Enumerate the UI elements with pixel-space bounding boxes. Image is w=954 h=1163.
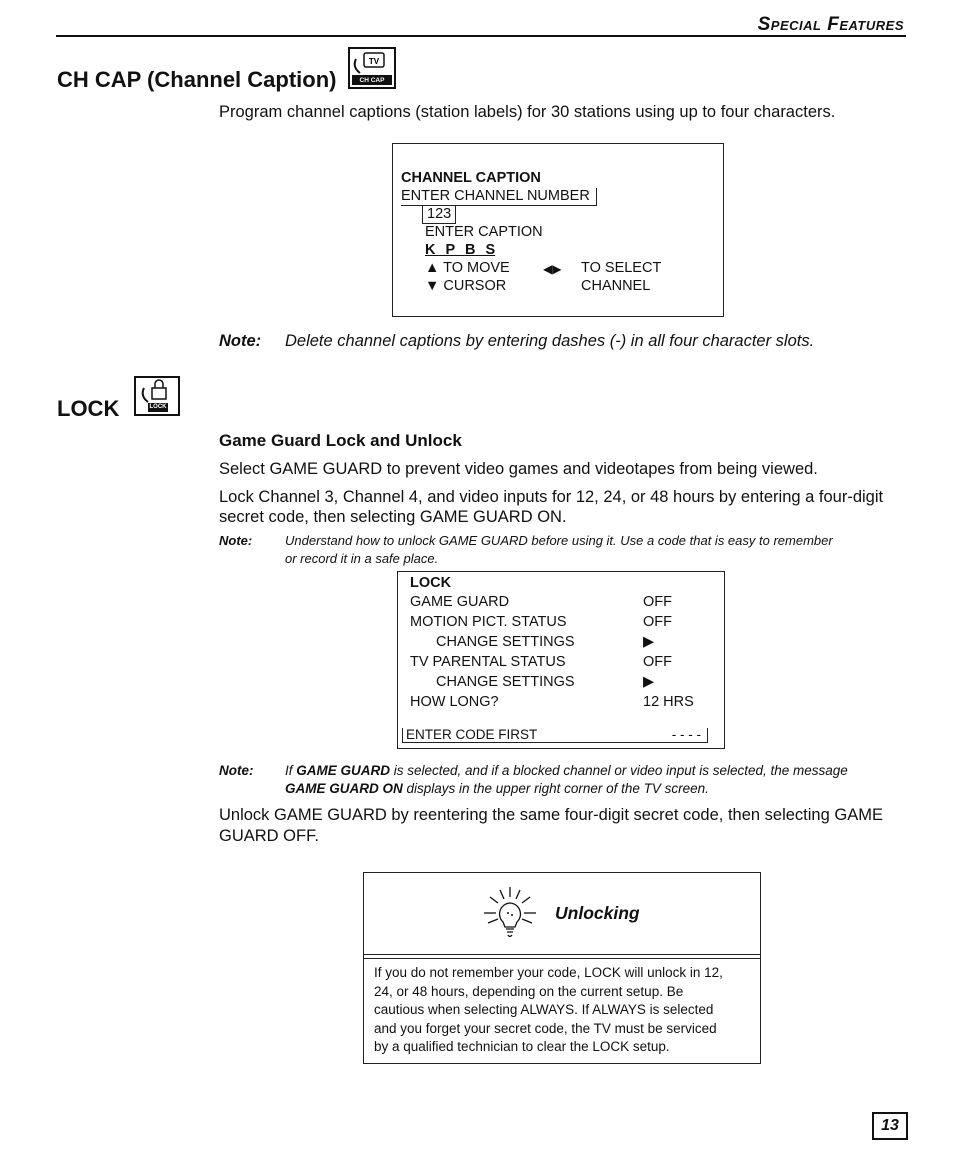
lock-para3-line2: GUARD OFF.: [219, 827, 319, 845]
lock-note2-line2: [285, 781, 709, 796]
ch-cap-note-label: Note:: [219, 332, 262, 350]
ch-cap-note-text: Delete channel captions by entering dashes (-) in all four character slots.: [285, 332, 815, 350]
note2-bold: GAME GUARD: [296, 763, 391, 778]
lock-setting-label: CHANGE SETTINGS: [436, 674, 575, 690]
lightbulb-icon: [480, 885, 540, 943]
select-hint-line1: TO SELECT: [581, 260, 662, 276]
tip-divider: [364, 958, 760, 959]
note2-bold: GAME GUARD ON: [285, 781, 403, 796]
unlocking-tip-box: [363, 872, 761, 1064]
tip-divider: [364, 954, 760, 955]
lock-setting-label: HOW LONG?: [410, 694, 499, 710]
lock-screen: [397, 571, 725, 749]
enter-code-field: [402, 728, 708, 743]
lock-setting-value: ▶: [643, 634, 655, 650]
lock-setting-value: OFF: [643, 654, 672, 670]
ch-cap-intro: Program channel captions (station labels) for 30 stations using up to four characters.: [219, 103, 836, 121]
enter-code-placeholder: - - - -: [671, 727, 701, 742]
caption-characters: [425, 242, 495, 258]
lock-note2-label: Note:: [219, 763, 254, 778]
lock-note1-label: Note:: [219, 533, 253, 548]
tip-line: cautious when selecting ALWAYS. If ALWAYS is selected: [374, 1002, 714, 1017]
tip-title: Unlocking: [555, 903, 640, 923]
enter-channel-label: ENTER CHANNEL NUMBER: [401, 188, 597, 206]
lock-setting-value: 12 HRS: [643, 694, 694, 710]
tip-line: and you forget your secret code, the TV must be serviced: [374, 1020, 717, 1036]
channel-caption-screen: [392, 143, 724, 317]
enter-caption-label: ENTER CAPTION: [425, 224, 543, 240]
ch-cap-heading: CH CAP (Channel Caption): [57, 67, 337, 92]
lock-icon-label: LOCK: [149, 404, 167, 410]
tip-body: [374, 964, 754, 1057]
header-rule: [56, 35, 906, 37]
channel-number-value: 123: [422, 206, 456, 224]
lock-setting-value: ▶: [643, 674, 655, 690]
caption-char: B: [464, 242, 476, 258]
lock-screen-title: LOCK: [410, 575, 452, 591]
screen-title: CHANNEL CAPTION: [401, 170, 541, 186]
note2-text: If: [285, 763, 297, 778]
caption-char: S: [485, 242, 496, 258]
lock-para2-line2: secret code, then selecting GAME GUARD ON.: [219, 508, 567, 526]
lock-setting-label: TV PARENTAL STATUS: [410, 654, 566, 670]
lock-setting-label: GAME GUARD: [410, 594, 510, 610]
ch-cap-icon: [348, 47, 396, 89]
note2-text: is selected, and if a blocked channel or video input is selected, the message: [390, 763, 848, 778]
lock-icon: [134, 376, 180, 416]
lock-note1-line1: Understand how to unlock GAME GUARD before using it. Use a code that is easy to remember: [285, 533, 833, 548]
lock-setting-label: MOTION PICT. STATUS: [410, 614, 567, 630]
section-title: Special Features: [757, 14, 904, 35]
lock-para3-line1: Unlock GAME GUARD by reentering the same four-digit secret code, then selecting GAME: [219, 806, 883, 824]
lock-para2-line1: Lock Channel 3, Channel 4, and video inputs for 12, 24, or 48 hours by entering a four-digit: [219, 488, 884, 506]
lock-setting-value: OFF: [643, 614, 672, 630]
lock-note1-line2: or record it in a safe place.: [285, 551, 439, 566]
lock-heading: LOCK: [57, 396, 120, 421]
caption-char: K: [425, 242, 436, 258]
caption-char: P: [445, 242, 455, 258]
lock-note2-line1: [285, 763, 848, 778]
game-guard-subheading: Game Guard Lock and Unlock: [219, 431, 462, 450]
tip-line: by a qualified technician to clear the LOCK setup.: [374, 1039, 670, 1054]
move-hint-line2: ▼ CURSOR: [425, 278, 507, 294]
tip-line: 24, or 48 hours, depending on the current setup. Be: [374, 983, 684, 999]
select-arrows-icon: ◀▶: [543, 262, 562, 276]
enter-code-label: ENTER CODE FIRST: [406, 727, 538, 742]
select-hint-line2: CHANNEL: [581, 278, 651, 294]
move-hint-line1: ▲ TO MOVE: [425, 260, 510, 276]
page-number: 13: [872, 1112, 908, 1140]
lock-setting-value: OFF: [643, 594, 672, 610]
ch-cap-icon-label: CH CAP: [359, 77, 385, 84]
tip-line: If you do not remember your code, LOCK will unlock in 12,: [374, 965, 723, 980]
lock-para1: Select GAME GUARD to prevent video games and videotapes from being viewed.: [219, 460, 818, 478]
note2-text: displays in the upper right corner of the TV screen.: [402, 781, 709, 796]
svg-text:TV: TV: [368, 57, 380, 66]
lock-setting-label: CHANGE SETTINGS: [436, 634, 575, 650]
